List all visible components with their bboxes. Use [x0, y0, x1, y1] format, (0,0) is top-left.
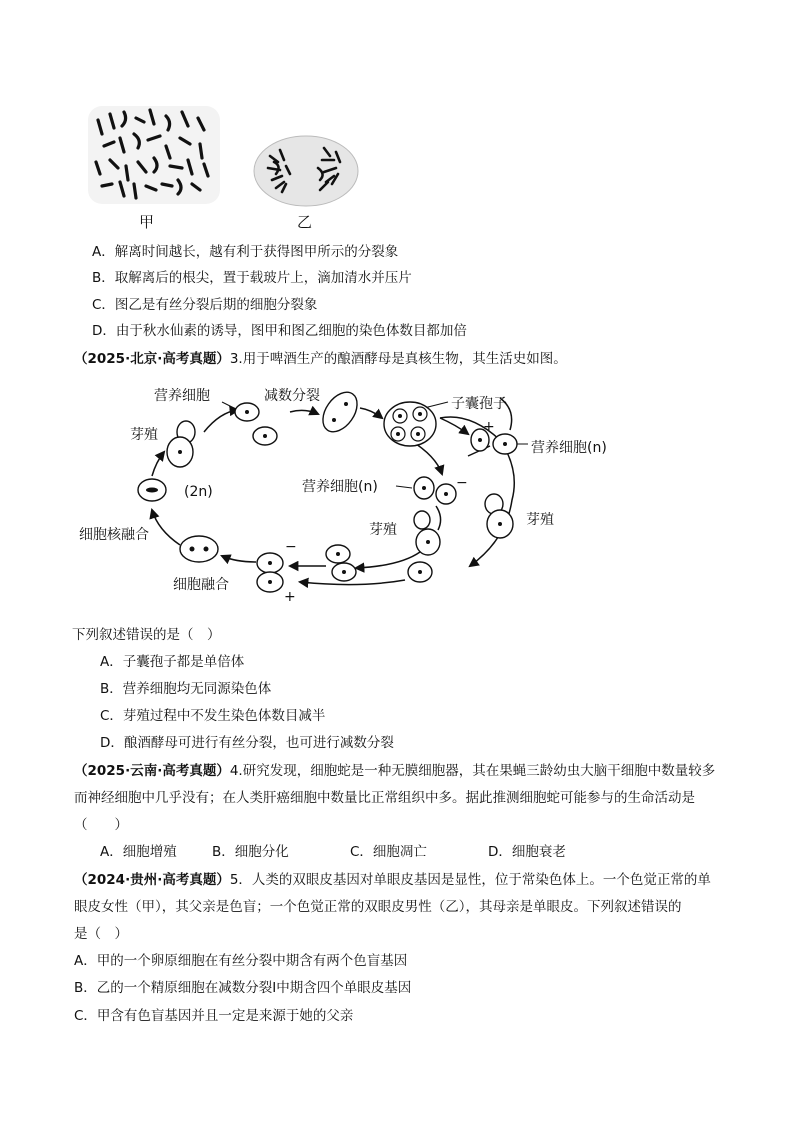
- label-vegetative-n-right: 营养细胞(n): [531, 440, 607, 456]
- option-b: B．取解离后的根尖，置于载玻片上，滴加清水并压片: [92, 270, 412, 286]
- label-plus-top: +: [483, 419, 495, 435]
- anaphase-cell-image-b: [252, 134, 360, 208]
- question-5-stem-line1: [74, 871, 711, 889]
- question-3-text: 3.用于啤酒生产的酿酒酵母是真核生物，其生活史如图。: [229, 351, 567, 367]
- q4-option-c: C．细胞凋亡: [350, 844, 427, 860]
- chromosome-spread-image-a: [84, 100, 224, 208]
- option-d: D．由于秋水仙素的诱导，图甲和图乙细胞的染色体数目都加倍: [92, 323, 467, 339]
- question-4-text: 4.研究发现，细胞蛇是一种无膜细胞器，其在果蝇三龄幼虫大脑干细胞中数量较多: [229, 763, 716, 779]
- question-3-prompt: 下列叙述错误的是（ ）: [72, 627, 221, 643]
- figure-label-a: 甲: [139, 213, 155, 231]
- label-meiosis: 减数分裂: [264, 388, 320, 404]
- label-budding-center: 芽殖: [369, 522, 397, 538]
- q4-option-d: D．细胞衰老: [488, 844, 566, 860]
- label-vegetative-cell: 营养细胞: [154, 388, 210, 404]
- label-budding-left: 芽殖: [130, 427, 158, 443]
- option-c: C．图乙是有丝分裂后期的细胞分裂象: [92, 297, 318, 313]
- question-3-stem: [74, 350, 567, 368]
- question-3-source: （2025·北京·高考真题）: [74, 351, 230, 367]
- question-5-stem-line2: 眼皮女性（甲），其父亲是色盲；一个色觉正常的双眼皮男性（乙），其母亲是单眼皮。下列叙述错误的: [74, 899, 682, 915]
- label-vegetative-n-center: 营养细胞(n): [302, 479, 378, 495]
- question-5-stem-line3: 是（ ）: [74, 926, 128, 942]
- option-a: A．解离时间越长，越有利于获得图甲所示的分裂象: [92, 244, 399, 260]
- label-plus-bottom: +: [284, 589, 296, 605]
- q4-option-a: A．细胞增殖: [100, 844, 177, 860]
- question-4-stem-line3: （ ）: [74, 817, 128, 833]
- q5-option-c: C．甲含有色盲基因并且一定是来源于她的父亲: [74, 1008, 354, 1024]
- q5-option-a: A．甲的一个卵原细胞在有丝分裂中期含有两个色盲基因: [74, 953, 408, 969]
- q3-option-d: D．酿酒酵母可进行有丝分裂，也可进行减数分裂: [100, 735, 394, 751]
- label-ascospore: 子囊孢子: [451, 396, 507, 412]
- question-4-stem-line2: 而神经细胞中几乎没有；在人类肝癌细胞中数量比正常组织中多。据此推测细胞蛇可能参与的生命活动是: [74, 790, 695, 806]
- label-minus-bottom: −: [285, 539, 297, 555]
- q3-option-b: B．营养细胞均无同源染色体: [100, 681, 272, 697]
- question-4-source: （2025·云南·高考真题）: [74, 763, 230, 779]
- q4-option-b: B．细胞分化: [212, 844, 289, 860]
- label-budding-right: 芽殖: [526, 512, 554, 528]
- figure-label-b: 乙: [297, 213, 313, 231]
- q5-option-b: B．乙的一个精原细胞在减数分裂Ⅰ中期含四个单眼皮基因: [74, 980, 412, 996]
- label-nuclear-fusion: 细胞核融合: [79, 527, 149, 543]
- q3-option-c: C．芽殖过程中不发生染色体数目减半: [100, 708, 326, 724]
- question-5-text: 5．人类的双眼皮基因对单眼皮基因是显性，位于常染色体上。一个色觉正常的单: [229, 872, 711, 888]
- label-cell-fusion: 细胞融合: [173, 577, 229, 593]
- label-diploid: (2n): [184, 484, 213, 500]
- question-5-source: （2024·贵州·高考真题）: [74, 872, 230, 888]
- q3-option-a: A．子囊孢子都是单倍体: [100, 654, 245, 670]
- question-4-stem-line1: [74, 762, 715, 780]
- label-minus-center: −: [456, 475, 468, 491]
